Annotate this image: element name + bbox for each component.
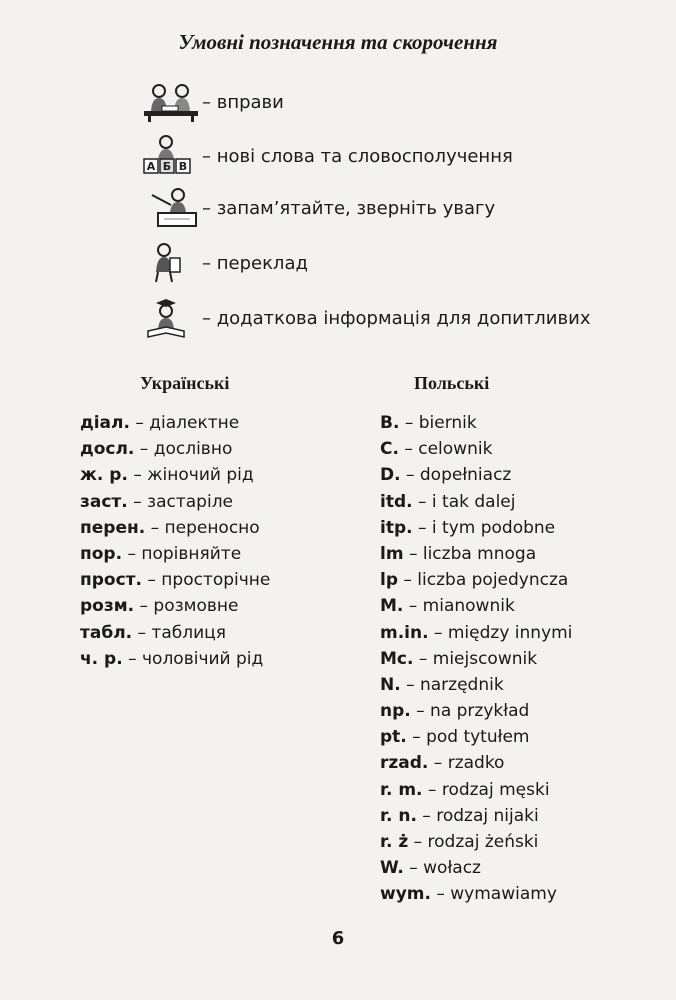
list-item (80, 620, 270, 646)
abbr: r. ż (380, 832, 409, 852)
meaning: – wymawiamy (430, 884, 557, 905)
meaning: – таблиця (132, 622, 226, 643)
abbr: W. (380, 858, 404, 879)
list-item (380, 829, 572, 855)
abbr: rzad. (380, 753, 429, 774)
meaning: – i tym podobne (412, 517, 556, 538)
meaning: – застаріле (127, 491, 234, 512)
meaning: – порівняйте (122, 543, 242, 564)
abbr: N. (380, 674, 401, 695)
list-item (380, 515, 572, 541)
meaning: – liczba pojedyncza (398, 570, 569, 591)
abbr: досл. (80, 439, 135, 460)
abbr: itd. (380, 491, 413, 512)
page-number: 6 (331, 928, 345, 949)
meaning: – rodzaj męski (422, 779, 550, 800)
list-item (380, 803, 572, 829)
abbr: itp. (380, 517, 413, 538)
list-item (380, 724, 572, 750)
list-item (80, 541, 270, 567)
meaning: – дослівно (134, 439, 233, 460)
legend-text: – вправи (202, 91, 284, 113)
meaning: – rzadko (428, 753, 505, 774)
abbr: заст. (80, 491, 128, 512)
abbr: табл. (80, 622, 133, 643)
abbr: ж. р. (80, 465, 128, 486)
abbr: пор. (80, 543, 123, 564)
meaning: – liczba mnoga (403, 543, 537, 564)
ukrainian-abbreviations (80, 410, 270, 672)
polish-abbreviations (380, 410, 572, 908)
meaning: – miejscownik (413, 648, 538, 669)
legend-item-extra-info (140, 298, 590, 338)
abbr: діал. (80, 413, 130, 433)
abbr: lm (380, 543, 404, 564)
figure-with-tablet-icon (140, 242, 202, 284)
meaning: – dopełniacz (400, 465, 512, 486)
legend-text: – додаткова інформація для допитливих (202, 307, 591, 329)
list-item (80, 436, 270, 462)
abbr: ч. р. (80, 648, 123, 669)
list-item (80, 515, 270, 541)
list-item (380, 489, 572, 515)
students-at-desk-icon (140, 81, 202, 123)
list-item (80, 489, 270, 515)
abc-blocks-icon (140, 135, 202, 177)
meaning: – biernik (399, 413, 477, 433)
legend-item-translation (140, 243, 308, 283)
meaning: – wołacz (403, 858, 481, 879)
legend-text: – запам’ятайте, зверніть увагу (202, 197, 496, 219)
svg-text:В: В (178, 160, 188, 173)
svg-text:Б: Б (162, 160, 172, 173)
legend-item-new-words (140, 136, 513, 176)
meaning: – i tak dalej (412, 491, 516, 512)
list-item (380, 462, 572, 488)
abbr: Mc. (380, 648, 414, 669)
list-item (80, 646, 270, 672)
meaning: – чоловічий рід (122, 648, 264, 669)
list-item (380, 620, 572, 646)
abbr: розм. (80, 596, 135, 617)
meaning: – celownik (398, 439, 493, 460)
legend-item-exercises (140, 82, 284, 122)
abbr: прост. (80, 570, 142, 591)
abbr: r. m. (380, 779, 423, 800)
list-item (380, 567, 572, 593)
legend-item-remember (140, 188, 495, 228)
meaning: – mianownik (403, 596, 515, 617)
list-item (380, 855, 572, 881)
meaning: – жіночий рід (127, 465, 254, 486)
meaning: – розмовне (134, 596, 239, 617)
list-item (380, 698, 572, 724)
svg-text:A: A (146, 160, 156, 173)
abbr: C. (380, 439, 399, 460)
list-item (380, 646, 572, 672)
abbr: B. (380, 413, 400, 433)
meaning: – rodzaj nijaki (416, 805, 539, 826)
meaning: – переносно (145, 517, 260, 538)
meaning: – rodzaj żeński (408, 832, 539, 852)
meaning: – діалектне (129, 413, 240, 433)
list-item (380, 436, 572, 462)
ukrainian-heading: Українські (140, 373, 230, 393)
list-item (380, 541, 572, 567)
list-item (80, 567, 270, 593)
list-item (380, 410, 572, 436)
child-with-book-icon (140, 297, 202, 339)
abbr: m.in. (380, 622, 429, 643)
list-item (80, 410, 270, 436)
legend-text: – нові слова та словосполучення (202, 145, 513, 167)
list-item (380, 881, 572, 907)
abbr: D. (380, 465, 401, 486)
abbr: pt. (380, 727, 407, 748)
list-item (80, 462, 270, 488)
teacher-pointer-icon (140, 187, 202, 229)
abbr: np. (380, 701, 411, 722)
abbr: wym. (380, 884, 431, 905)
abbr: r. n. (380, 805, 417, 826)
abbr: перен. (80, 517, 146, 538)
list-item (380, 672, 572, 698)
meaning: – na przykład (410, 701, 530, 722)
list-item (380, 593, 572, 619)
list-item (80, 593, 270, 619)
meaning: – pod tytułem (406, 727, 530, 748)
abbr: M. (380, 596, 404, 617)
list-item (380, 750, 572, 776)
abbr: lp (380, 570, 398, 591)
list-item (380, 777, 572, 803)
meaning: – narzędnik (400, 674, 504, 695)
meaning: – просторічне (141, 570, 271, 591)
legend-text: – переклад (202, 252, 308, 274)
meaning: – między innymi (428, 622, 573, 643)
page-title: Умовні позначення та скорочення (178, 30, 498, 54)
polish-heading: Польські (414, 373, 490, 393)
